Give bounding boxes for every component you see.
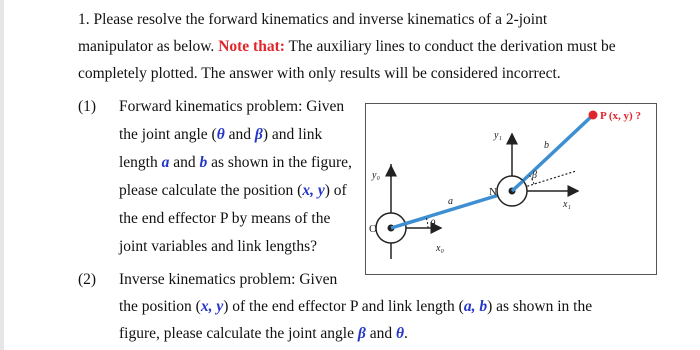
question-intro-2a: manipulator as below. — [78, 38, 219, 55]
beta-symbol: β — [254, 126, 263, 143]
manipulator-figure — [365, 103, 657, 275]
label-p: P (x, y) ? — [600, 110, 641, 122]
link-b — [512, 115, 593, 191]
question-intro-2b: The auxiliary lines to conduct the derivation must be — [284, 38, 616, 55]
part2-label: (2) — [78, 271, 97, 288]
question-line-1 — [78, 10, 547, 30]
label-a: a — [448, 196, 453, 207]
label-theta: θ — [430, 218, 436, 230]
label-n: N — [489, 186, 497, 198]
part1-line-1: Forward kinematics problem: Given — [119, 98, 345, 115]
label-b: b — [544, 140, 549, 151]
part2-line-2: the position (x, y) of the end effector P and link length (a, b) as shown in the — [119, 298, 593, 315]
ab-symbol: a, b — [463, 298, 488, 315]
label-x1: x₁ — [563, 199, 571, 210]
part1-line-3: length a and b as shown in the figure, — [119, 154, 352, 171]
question-line-2 — [78, 37, 616, 57]
xy-symbol-2: x, y — [200, 298, 224, 315]
part2-line-3: figure, please calculate the joint angle β and θ. — [119, 325, 408, 342]
label-y1: y₁ — [494, 130, 502, 141]
link-a-symbol: a — [161, 154, 170, 171]
beta-symbol-2: β — [357, 325, 366, 342]
page-edge — [0, 0, 4, 350]
manipulator-diagram — [366, 104, 658, 276]
theta-symbol-2: θ — [395, 325, 404, 342]
note-label: Note that: — [218, 38, 285, 55]
label-y0: y₀ — [372, 170, 380, 181]
label-o: O — [369, 223, 377, 235]
part1-line-5: the end effector P by means of the — [119, 210, 331, 227]
part1-line-6: joint variables and link lengths? — [119, 238, 318, 255]
question-intro-1: Please resolve the forward kinematics and inverse kinematics of a 2-joint — [93, 11, 548, 28]
end-effector-point — [589, 111, 598, 120]
part2-line-1: Inverse kinematics problem: Given — [119, 271, 338, 288]
question-line-3 — [78, 64, 561, 84]
label-beta: β — [532, 170, 537, 181]
link-b-symbol: b — [199, 154, 208, 171]
part1-line-4: please calculate the position (x, y) of — [119, 182, 347, 199]
question-number: 1. — [78, 11, 90, 28]
question-intro-3: completely plotted. The answer with only results will be considered incorrect. — [78, 65, 561, 82]
theta-symbol: θ — [216, 126, 225, 143]
label-x0: x₀ — [436, 243, 444, 254]
xy-symbol: x, y — [302, 182, 325, 199]
part1-line-2: the joint angle (θ and β) and link — [119, 126, 323, 143]
part1-label: (1) — [78, 98, 97, 115]
